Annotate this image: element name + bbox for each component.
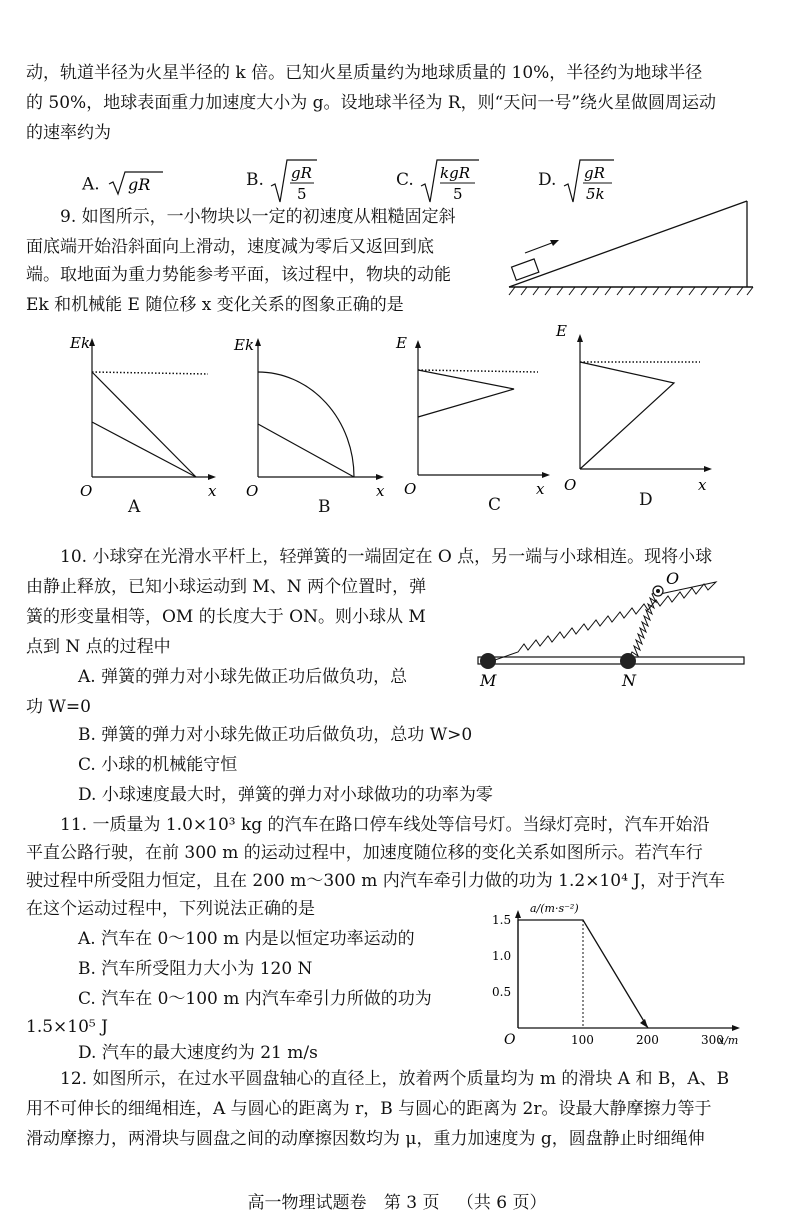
graph-c-xlabel: x [536, 480, 545, 498]
q8-option-a: A. gR [82, 170, 165, 200]
graph-d-caption: D [639, 490, 653, 510]
q11-option-a: A. 汽车在 0～100 m 内是以恒定功率运动的 [78, 929, 415, 949]
incline-figure [505, 195, 765, 305]
series-end-arrow [640, 1019, 648, 1028]
q8-formula-a [105, 168, 165, 198]
q9-line-2: 面底端开始沿斜面向上滑动，速度减为零后又返回到底 [26, 237, 434, 257]
graph-b-origin: O [246, 482, 259, 500]
spring-fig-N: N [622, 671, 636, 690]
q8-formula-c [419, 158, 481, 206]
spring-figure [470, 568, 750, 690]
spring-fig-M: M [480, 671, 497, 690]
svg-text:5k: 5k [585, 185, 605, 203]
graph-c-caption: C [488, 495, 502, 515]
q10-option-b: B. 弹簧的弹力对小球先做正功后做负功，总功 W>0 [78, 725, 473, 745]
q10-option-a-1: A. 弹簧的弹力对小球先做正功后做负功，总 [78, 667, 408, 687]
q12-line-3: 滑动摩擦力，两滑块与圆盘之间的动摩擦因数均为 μ，重力加速度为 g，圆盘静止时细绳伸 [26, 1129, 705, 1149]
graph-b-caption: B [318, 497, 331, 517]
graph-a-xlabel: x [208, 482, 217, 500]
chart-xlabel: x/m [718, 1034, 739, 1047]
q10-line-4: 点到 N 点的过程中 [26, 637, 171, 657]
chart-axes [515, 910, 740, 1031]
graph-a [62, 332, 222, 502]
q10-option-c: C. 小球的机械能守恒 [78, 755, 238, 775]
graph-d-xlabel: x [698, 476, 707, 494]
q8-formula-b [269, 158, 319, 206]
q11-line-1: 11. 一质量为 1.0×10³ kg 的汽车在路口停车线处等信号灯。当绿灯亮时，汽车开始沿 [60, 815, 710, 835]
q11-line-2: 平直公路行驶，在前 300 m 的运动过程中，加速度随位移的变化关系如图所示。若汽车行 [26, 843, 703, 863]
q9-line-4: Ek 和机械能 E 随位移 x 变化关系的图象正确的是 [26, 295, 404, 315]
q11-option-c-1: C. 汽车在 0～100 m 内汽车牵引力所做的功为 [78, 989, 432, 1009]
svg-text:5: 5 [453, 185, 463, 203]
y-tick-label: 1.5 [492, 913, 512, 927]
q10-option-a-2: 功 W=0 [26, 697, 91, 717]
svg-text:gR: gR [128, 175, 151, 194]
q11-option-c-2: 1.5×10⁵ J [26, 1017, 108, 1037]
q8-line-2: 的 50%，地球表面重力加速度大小为 g。设地球半径为 R，则“天问一号”绕火星做圆周运动 [26, 93, 717, 113]
x-tick-label: 300 [701, 1033, 724, 1047]
acceleration-chart [488, 898, 750, 1048]
q10-line-1: 10. 小球穿在光滑水平杆上，轻弹簧的一端固定在 O 点，另一端与小球相连。现将小球 [60, 547, 713, 567]
graph-c-ylabel: E [396, 334, 407, 352]
graph-c [392, 332, 557, 502]
x-tick-label: 100 [571, 1033, 594, 1047]
q11-line-4: 在这个运动过程中，下列说法正确的是 [26, 899, 315, 919]
q12-line-2: 用不可伸长的细绳相连，A 与圆心的距离为 r，B 与圆心的距离为 2r。设最大静摩擦力等于 [26, 1099, 712, 1119]
page-footer [0, 1188, 794, 1213]
q8-line-1: 动，轨道半径为火星半径的 k 倍。已知火星质量约为地球质量的 10%，半径约为地球半径 [26, 63, 703, 83]
q11-line-3: 驶过程中所受阻力恒定，且在 200 m～300 m 内汽车牵引力做的功为 1.2×10⁴ J，对于汽车 [26, 871, 726, 891]
graph-d-origin: O [564, 476, 577, 494]
chart-ylabel: a/(m·s⁻²) [530, 902, 579, 915]
graph-a-ylabel: Ek [70, 334, 91, 352]
graph-b-xlabel: x [376, 482, 385, 500]
q10-option-d: D. 小球速度最大时，弹簧的弹力对小球做功的功率为零 [78, 785, 493, 805]
graph-c-origin: O [404, 480, 417, 498]
svg-text:5: 5 [297, 185, 307, 203]
graph-b-ylabel: Ek [234, 336, 255, 354]
y-axis-arrow [515, 910, 521, 918]
q11-option-d: D. 汽车的最大速度约为 21 m/s [78, 1043, 318, 1063]
q8-option-c: C. kgR 5 [396, 158, 481, 206]
x-tick-label: 200 [636, 1033, 659, 1047]
svg-text:kgR: kgR [440, 164, 471, 182]
footer-total: （共 6 页） [456, 1193, 547, 1213]
y-tick-label: 0.5 [492, 985, 512, 999]
q8-option-b: B. gR 5 [246, 158, 319, 206]
q10-line-3: 簧的形变量相等，OM 的长度大于 ON。则小球从 M [26, 607, 426, 627]
q9-line-3: 端。取地面为重力势能参考平面，该过程中，物块的动能 [26, 265, 451, 285]
graph-b [232, 332, 392, 502]
q9-line-1: 9. 如图所示，一小物块以一定的初速度从粗糙固定斜 [60, 207, 456, 227]
chart-origin: O [504, 1032, 516, 1048]
footer-title: 高一物理试题卷 [247, 1193, 367, 1213]
q11-option-b: B. 汽车所受阻力大小为 120 N [78, 959, 313, 979]
q12-line-1: 12. 如图所示，在过水平圆盘轴心的直径上，放着两个质量均为 m 的滑块 A 和 B，A、B [60, 1069, 730, 1089]
svg-text:gR: gR [291, 164, 313, 182]
x-axis-arrow [732, 1025, 740, 1031]
svg-text:gR: gR [583, 164, 605, 182]
graph-a-origin: O [80, 482, 93, 500]
q8-line-3: 的速率约为 [26, 123, 111, 143]
graph-a-caption: A [128, 497, 141, 517]
y-tick-label: 1.0 [492, 949, 512, 963]
q8-option-d: D. gR 5k [538, 158, 618, 206]
graph-d-ylabel: E [556, 322, 567, 340]
graph-d [552, 322, 722, 496]
footer-page: 第 3 页 [383, 1193, 440, 1213]
q10-line-2: 由静止释放，已知小球运动到 M、N 两个位置时，弹 [26, 577, 427, 597]
spring-fig-O: O [666, 569, 680, 588]
